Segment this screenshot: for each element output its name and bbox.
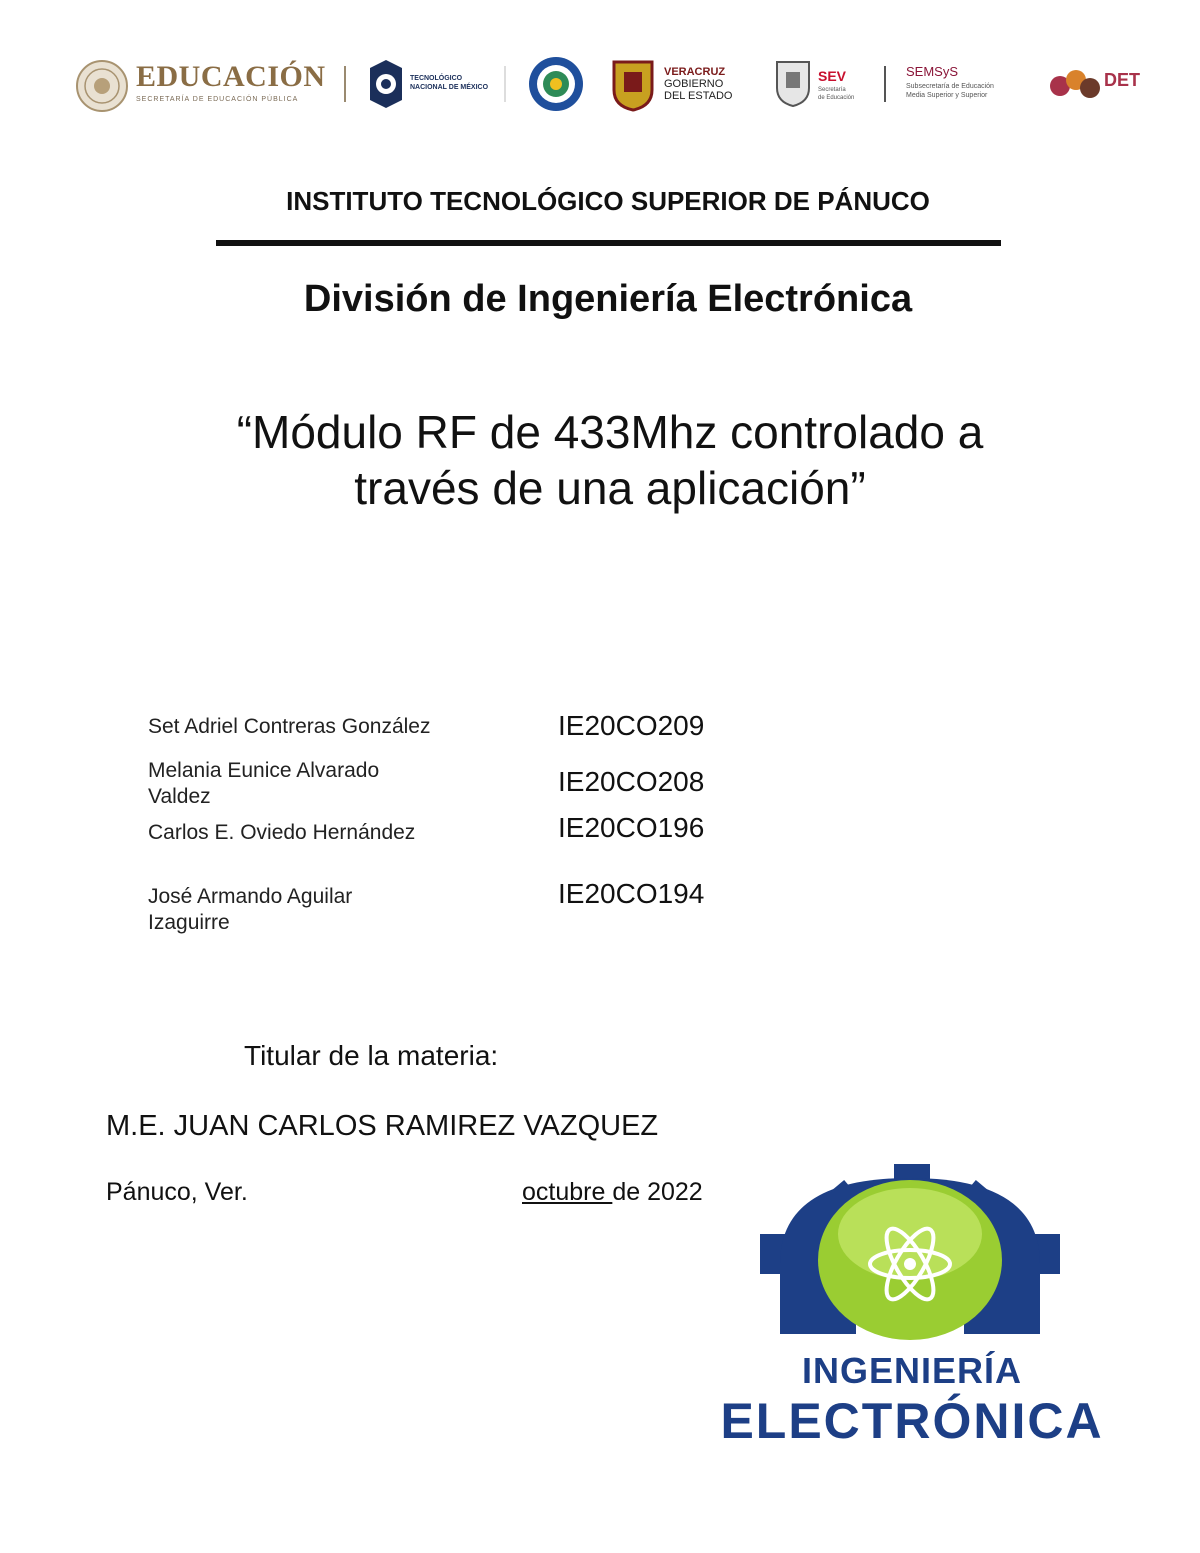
institution-name: INSTITUTO TECNOLÓGICO SUPERIOR DE PÁNUCO	[286, 186, 930, 216]
tecnm-logo-icon	[366, 58, 406, 110]
itsp-seal-icon	[528, 56, 584, 112]
sev-line1: Secretaría	[818, 87, 846, 93]
student-name: Set Adriel Contreras González	[148, 715, 431, 738]
student-id: IE20CO196	[558, 812, 705, 843]
veracruz-line2: GOBIERNO	[664, 78, 724, 90]
sev-line2: de Educación	[818, 95, 855, 101]
brand-line2: ELECTRÓNICA	[720, 1393, 1104, 1449]
titular-label: Titular de la materia:	[244, 1040, 499, 1071]
student-name: Carlos E. Oviedo Hernández	[148, 821, 416, 844]
sev-title: SEV	[818, 68, 847, 84]
student-id: IE20CO194	[558, 878, 705, 909]
semsys-line2: Media Superior y Superior	[906, 92, 988, 99]
sev-subtitle	[818, 86, 854, 102]
student-id: IE20CO209	[558, 710, 705, 741]
project-title-line2: través de una aplicación”	[354, 462, 866, 514]
student-name: José Armando Aguilar Izaguirre	[148, 885, 353, 934]
semsys-line1: Subsecretaría de Educación	[906, 83, 994, 90]
project-title-line1: “Módulo RF de 433Mhz controlado a	[236, 406, 984, 458]
tecnm-text	[410, 74, 488, 92]
sev-shield-icon	[774, 58, 812, 108]
edu-subtitle: SECRETARÍA DE EDUCACIÓN PÚBLICA	[136, 96, 299, 103]
date-month: octubre	[522, 1178, 613, 1206]
student-name: Melania Eunice Alvarado Valdez	[148, 759, 380, 808]
edu-title: EDUCACIÓN	[136, 60, 326, 93]
sep-seal-icon	[76, 60, 128, 112]
project-title	[110, 404, 1110, 516]
tecnm-line1: TECNOLÓGICO	[410, 75, 463, 82]
det-logo-icon	[1048, 64, 1102, 104]
veracruz-line3: DEL ESTADO	[664, 90, 733, 102]
semsys-title: SEMSyS	[906, 64, 959, 79]
tecnm-line2: NACIONAL DE MÉXICO	[410, 84, 489, 91]
det-title: DET	[1104, 70, 1140, 90]
student-id: IE20CO208	[558, 766, 705, 797]
divider	[344, 66, 346, 102]
semsys-subtitle	[906, 82, 994, 100]
title-rule	[216, 240, 1001, 246]
divider	[504, 66, 506, 102]
veracruz-text	[664, 66, 732, 102]
teacher-name: M.E. JUAN CARLOS RAMIREZ VAZQUEZ	[106, 1110, 659, 1142]
divider	[884, 66, 886, 102]
veracruz-line1: VERACRUZ	[664, 66, 726, 78]
date-rest: de 2022	[612, 1178, 703, 1206]
electronics-gear-logo-icon	[760, 1164, 1060, 1352]
place: Pánuco, Ver.	[106, 1178, 248, 1206]
brand-line1: INGENIERÍA	[801, 1350, 1023, 1391]
date	[522, 1178, 703, 1207]
division-name: División de Ingeniería Electrónica	[303, 278, 913, 320]
veracruz-shield-icon	[610, 56, 656, 112]
